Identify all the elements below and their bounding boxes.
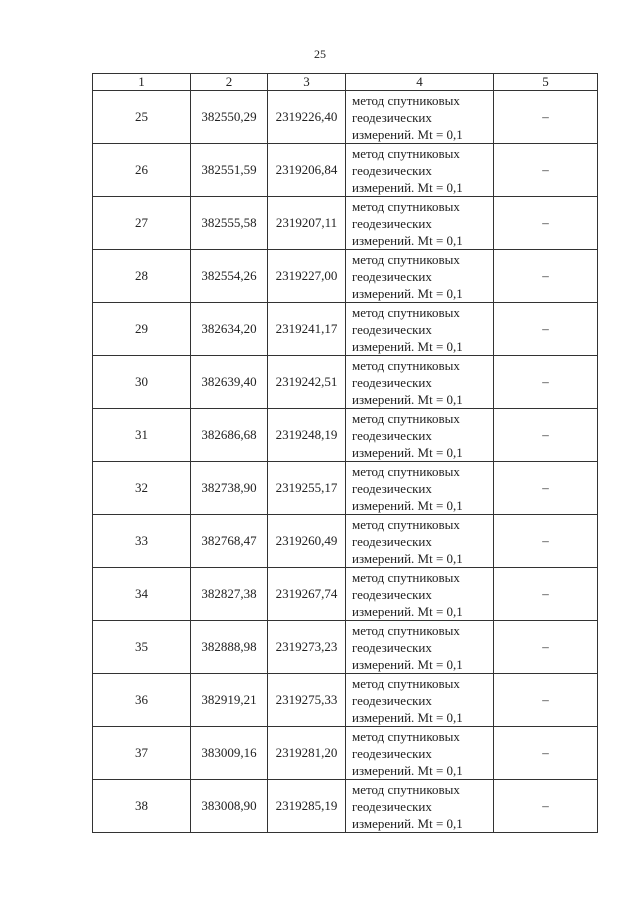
y-coordinate-cell: 2319226,40 [268,91,346,144]
note-cell: – [494,462,598,515]
method-line: геодезических [352,109,432,125]
method-cell [346,515,494,568]
method-line: геодезических [352,798,432,814]
header-col-5: 5 [494,74,598,91]
y-coordinate-cell: 2319248,19 [268,409,346,462]
y-coordinate-cell: 2319285,19 [268,780,346,833]
method-line: геодезических [352,533,432,549]
method-cell [346,356,494,409]
note-cell: – [494,621,598,674]
method-line: метод спутниковых [352,357,460,373]
y-coordinate-cell: 2319206,84 [268,144,346,197]
table-row [93,727,598,780]
method-line: метод спутниковых [352,675,460,691]
note-cell: – [494,250,598,303]
table-row [93,621,598,674]
method-line: геодезических [352,480,432,496]
method-cell [346,462,494,515]
method-line: измерений. Mt = 0,1 [352,497,463,513]
point-number-cell: 30 [93,356,191,409]
x-coordinate-cell: 382768,47 [191,515,268,568]
point-number-cell: 25 [93,91,191,144]
method-line: измерений. Mt = 0,1 [352,285,463,301]
point-number-cell: 35 [93,621,191,674]
note-cell: – [494,780,598,833]
method-line: метод спутниковых [352,251,460,267]
method-cell [346,197,494,250]
point-number-cell: 31 [93,409,191,462]
method-cell [346,780,494,833]
table-row [93,780,598,833]
method-line: измерений. Mt = 0,1 [352,815,463,831]
method-line: метод спутниковых [352,145,460,161]
point-number-cell: 36 [93,674,191,727]
method-line: геодезических [352,692,432,708]
method-cell [346,250,494,303]
method-line: геодезических [352,162,432,178]
table-row [93,144,598,197]
x-coordinate-cell: 383009,16 [191,727,268,780]
x-coordinate-cell: 382554,26 [191,250,268,303]
method-line: измерений. Mt = 0,1 [352,126,463,142]
table-row [93,91,598,144]
method-line: геодезических [352,639,432,655]
table-row [93,303,598,356]
table-row [93,674,598,727]
y-coordinate-cell: 2319275,33 [268,674,346,727]
method-line: метод спутниковых [352,463,460,479]
note-cell: – [494,515,598,568]
method-line: измерений. Mt = 0,1 [352,444,463,460]
point-number-cell: 37 [93,727,191,780]
y-coordinate-cell: 2319227,00 [268,250,346,303]
method-line: геодезических [352,321,432,337]
table-row [93,356,598,409]
method-line: измерений. Mt = 0,1 [352,709,463,725]
table-header [93,74,598,91]
coordinates-table [92,73,598,833]
method-cell [346,568,494,621]
point-number-cell: 28 [93,250,191,303]
note-cell: – [494,144,598,197]
method-line: метод спутниковых [352,516,460,532]
method-line: измерений. Mt = 0,1 [352,656,463,672]
y-coordinate-cell: 2319267,74 [268,568,346,621]
table-row [93,250,598,303]
point-number-cell: 38 [93,780,191,833]
method-line: измерений. Mt = 0,1 [352,232,463,248]
y-coordinate-cell: 2319242,51 [268,356,346,409]
method-line: метод спутниковых [352,304,460,320]
method-cell [346,303,494,356]
table-body [93,91,598,833]
method-cell [346,144,494,197]
method-cell [346,409,494,462]
y-coordinate-cell: 2319255,17 [268,462,346,515]
header-col-4: 4 [346,74,494,91]
point-number-cell: 29 [93,303,191,356]
header-col-1: 1 [93,74,191,91]
point-number-cell: 33 [93,515,191,568]
method-line: геодезических [352,745,432,761]
table-row [93,197,598,250]
x-coordinate-cell: 382634,20 [191,303,268,356]
table-row [93,568,598,621]
table-row [93,409,598,462]
note-cell: – [494,356,598,409]
method-line: геодезических [352,586,432,602]
x-coordinate-cell: 382919,21 [191,674,268,727]
method-line: метод спутниковых [352,622,460,638]
method-line: измерений. Mt = 0,1 [352,603,463,619]
method-cell [346,621,494,674]
x-coordinate-cell: 382888,98 [191,621,268,674]
method-line: метод спутниковых [352,728,460,744]
method-line: геодезических [352,374,432,390]
method-line: метод спутниковых [352,569,460,585]
y-coordinate-cell: 2319281,20 [268,727,346,780]
x-coordinate-cell: 382686,68 [191,409,268,462]
y-coordinate-cell: 2319260,49 [268,515,346,568]
x-coordinate-cell: 382738,90 [191,462,268,515]
table-row [93,462,598,515]
page-number: 25 [314,47,326,61]
x-coordinate-cell: 382639,40 [191,356,268,409]
x-coordinate-cell: 382551,59 [191,144,268,197]
x-coordinate-cell: 382550,29 [191,91,268,144]
method-line: измерений. Mt = 0,1 [352,550,463,566]
note-cell: – [494,409,598,462]
method-line: измерений. Mt = 0,1 [352,179,463,195]
note-cell: – [494,91,598,144]
header-col-3: 3 [268,74,346,91]
method-line: метод спутниковых [352,198,460,214]
method-line: метод спутниковых [352,781,460,797]
method-line: метод спутниковых [352,92,460,108]
method-line: измерений. Mt = 0,1 [352,391,463,407]
table-row [93,515,598,568]
method-line: измерений. Mt = 0,1 [352,338,463,354]
method-line: измерений. Mt = 0,1 [352,762,463,778]
method-line: геодезических [352,268,432,284]
x-coordinate-cell: 382555,58 [191,197,268,250]
point-number-cell: 27 [93,197,191,250]
note-cell: – [494,674,598,727]
point-number-cell: 34 [93,568,191,621]
note-cell: – [494,197,598,250]
note-cell: – [494,568,598,621]
header-row [93,74,598,91]
method-cell [346,674,494,727]
method-cell [346,91,494,144]
note-cell: – [494,727,598,780]
x-coordinate-cell: 382827,38 [191,568,268,621]
y-coordinate-cell: 2319241,17 [268,303,346,356]
point-number-cell: 32 [93,462,191,515]
x-coordinate-cell: 383008,90 [191,780,268,833]
method-line: геодезических [352,215,432,231]
y-coordinate-cell: 2319273,23 [268,621,346,674]
point-number-cell: 26 [93,144,191,197]
method-cell [346,727,494,780]
method-line: геодезических [352,427,432,443]
header-col-2: 2 [191,74,268,91]
y-coordinate-cell: 2319207,11 [268,197,346,250]
method-line: метод спутниковых [352,410,460,426]
note-cell: – [494,303,598,356]
